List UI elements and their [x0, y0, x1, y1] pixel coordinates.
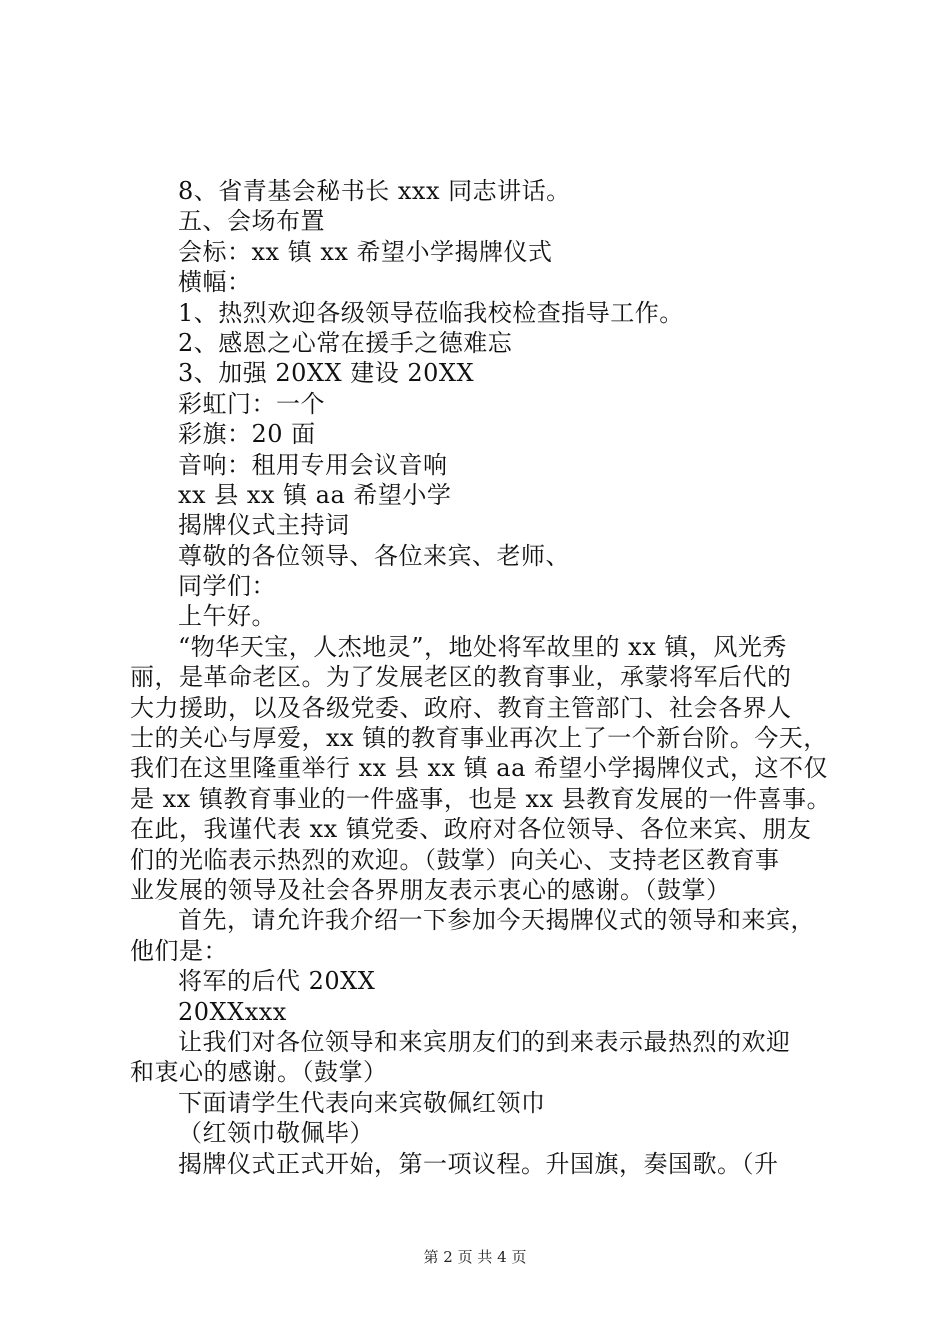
paragraph-line: 丽，是革命老区。为了发展老区的教育事业，承蒙将军后代的	[130, 663, 792, 692]
paragraph-thanks	[130, 1027, 835, 1088]
paragraph-line: 和衷心的感谢。（鼓掌）	[130, 1058, 388, 1087]
text-line: 彩虹门：一个	[178, 389, 325, 418]
paragraph-introduction	[130, 905, 835, 966]
greeting-line: 上午好。	[178, 602, 276, 631]
text-line: 2、感恩之心常在援手之德难忘	[178, 328, 513, 357]
salutation-line: 同学们：	[178, 572, 276, 601]
text-line: 揭牌仪式正式开始，第一项议程。升国旗，奏国歌。（升	[178, 1149, 779, 1178]
text-line: 3、加强 20XX 建设 20XX	[178, 359, 475, 388]
paragraph-line: 首先，请允许我介绍一下参加今天揭牌仪式的领导和来宾，	[178, 906, 815, 935]
text-line: 1、热烈欢迎各级领导莅临我校检查指导工作。	[178, 298, 684, 327]
school-name: xx 县 xx 镇 aa 希望小学	[178, 480, 452, 509]
paragraph-line: 业发展的领导及社会各界朋友表示衷心的感谢。（鼓掌）	[130, 875, 731, 904]
text-line: 下面请学生代表向来宾敬佩红领巾	[178, 1088, 546, 1117]
paragraph-line: 在此，我谨代表 xx 镇党委、政府对各位领导、各位来宾、朋友	[130, 815, 812, 844]
paragraph-line: 们的光临表示热烈的欢迎。（鼓掌）向关心、支持老区教育事	[130, 845, 780, 874]
salutation-line: 尊敬的各位领导、各位来宾、老师、	[178, 541, 570, 570]
text-line: 音响：租用专用会议音响	[178, 450, 448, 479]
text-line: 彩旗：20 面	[178, 420, 316, 449]
section-heading: 五、会场布置	[178, 207, 325, 236]
text-line: （红领巾敬佩毕）	[178, 1119, 374, 1148]
paragraph-line: “物华天宝，人杰地灵”，地处将军故里的 xx 镇，风光秀	[178, 632, 787, 661]
text-line: 会标：xx 镇 xx 希望小学揭牌仪式	[178, 237, 553, 266]
guest-line: 将军的后代 20XX	[178, 967, 376, 996]
paragraph-line: 我们在这里隆重举行 xx 县 xx 镇 aa 希望小学揭牌仪式，这不仅	[130, 754, 829, 783]
paragraph-line: 士的关心与厚爱，xx 镇的教育事业再次上了一个新台阶。今天，	[130, 724, 828, 753]
document-body	[130, 176, 835, 1179]
paragraph-line: 他们是：	[130, 936, 228, 965]
guest-line: 20XXxxx	[178, 997, 287, 1026]
text-line: 横幅：	[178, 268, 252, 297]
paragraph-line: 是 xx 镇教育事业的一件盛事，也是 xx 县教育发展的一件喜事。	[130, 784, 832, 813]
paragraph-line: 大力援助，以及各级党委、政府、教育主管部门、社会各界人	[130, 693, 792, 722]
paragraph-line: 让我们对各位领导和来宾朋友们的到来表示最热烈的欢迎	[178, 1027, 791, 1056]
paragraph-welcome	[130, 632, 835, 906]
text-line: 8、省青基会秘书长 xxx 同志讲话。	[178, 177, 571, 205]
page-number-footer: 第 2 页 共 4 页	[423, 1248, 527, 1266]
speech-title: 揭牌仪式主持词	[178, 511, 350, 540]
